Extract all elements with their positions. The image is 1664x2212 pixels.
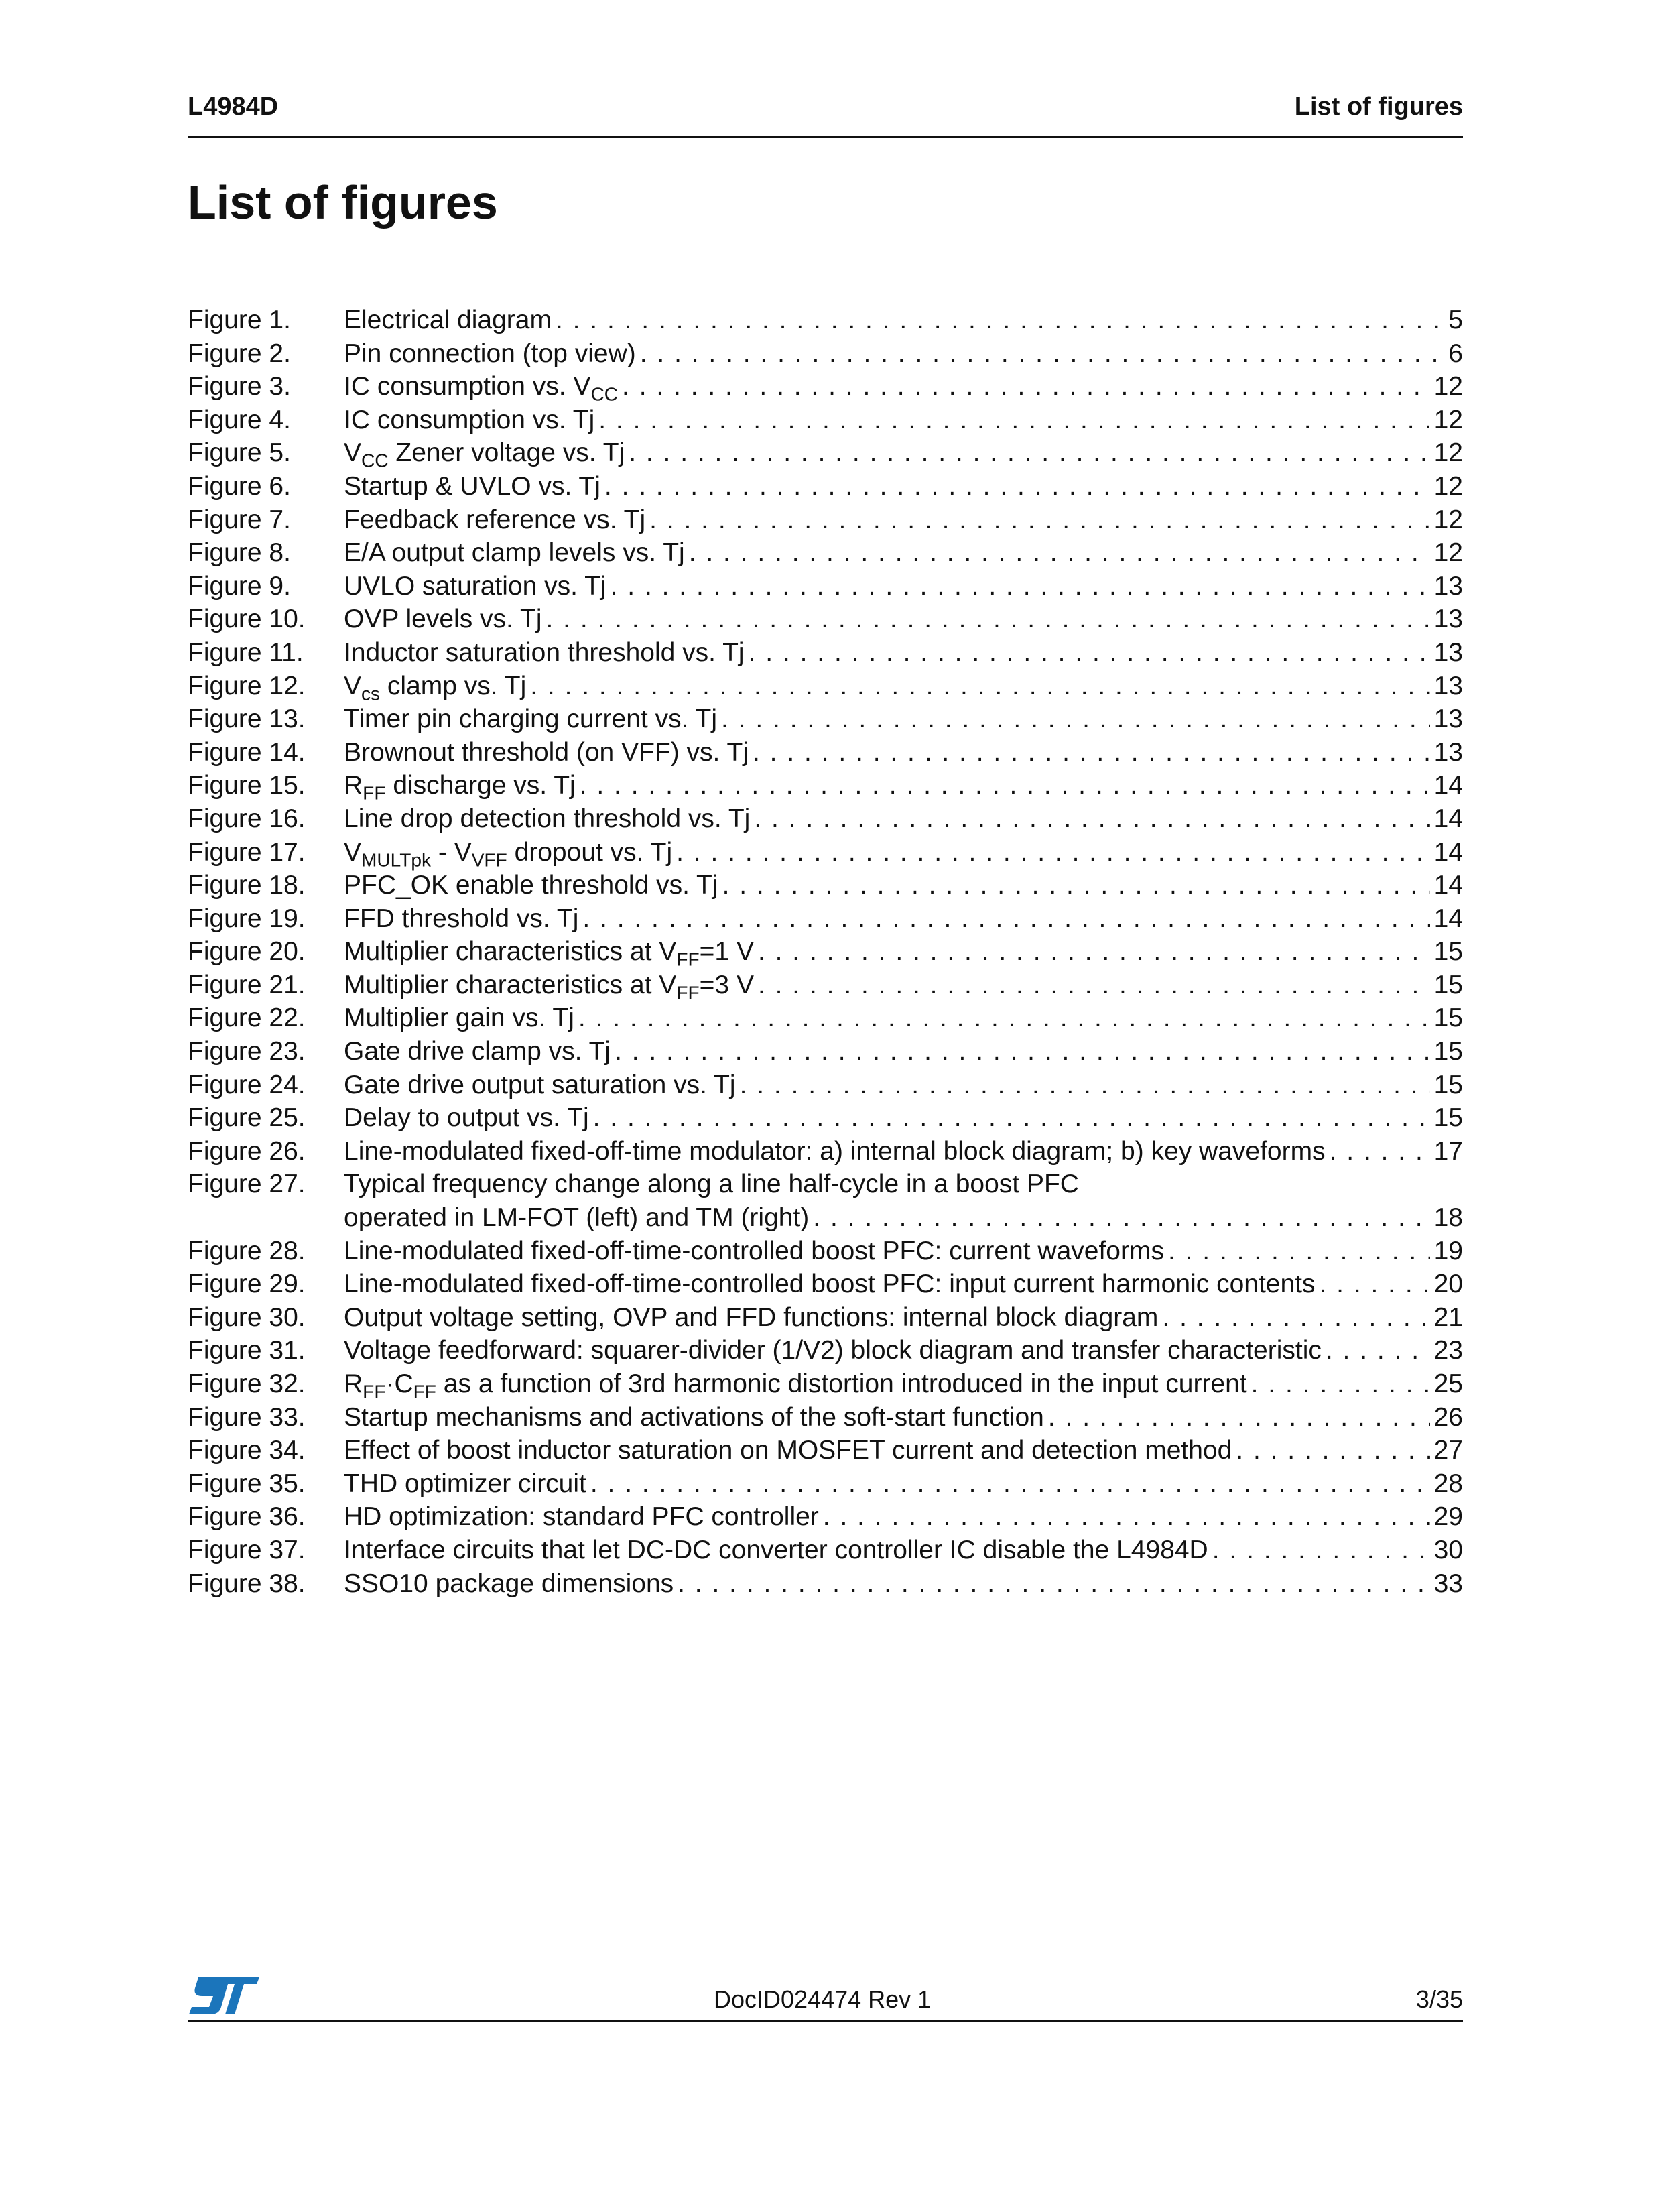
list-item[interactable] [188,1235,1463,1268]
list-item[interactable] [188,337,1463,371]
dot-leader [530,670,1429,703]
dot-leader [556,304,1444,337]
figure-number: Figure 6. [188,471,291,501]
dot-leader [1326,1334,1430,1367]
title-text: IC consumption vs. Tj [344,405,595,434]
figure-title [344,670,526,703]
figure-number: Figure 27. [188,1170,306,1199]
title-text: Multiplier gain vs. Tj [344,1003,574,1033]
list-item[interactable] [188,1534,1463,1567]
list-item[interactable] [188,902,1463,936]
footer-rule [188,2020,1463,2022]
figure-number: Figure 32. [188,1369,306,1398]
title-text: Brownout threshold (on VFF) vs. Tj [344,737,749,767]
dot-leader [546,603,1430,636]
page-number[interactable]: 18 [1433,1203,1463,1233]
subscript: cs [361,682,381,704]
list-item[interactable] [188,1467,1463,1501]
page-number[interactable]: 21 [1433,1302,1463,1332]
title-text: Voltage feedforward: squarer-divider (1/V2) block diagram and transfer characteristic [344,1336,1322,1365]
header-section: List of figures [1294,93,1463,121]
title-text: ·C [385,1369,413,1398]
figure-title [344,370,618,404]
dot-leader [640,337,1445,371]
list-item[interactable] [188,1101,1463,1135]
dot-leader [1212,1534,1430,1567]
title-text: Gate drive output saturation vs. Tj [344,1070,736,1099]
dot-leader [676,836,1429,869]
list-item[interactable] [188,836,1463,869]
list-item[interactable] [188,1301,1463,1335]
title-text: FFD threshold vs. Tj [344,904,579,933]
title-text: Effect of boost inductor saturation on MOSFET current and detection method [344,1436,1232,1465]
subscript: FF [363,782,386,804]
title-text: Zener voltage vs. Tj [388,438,625,468]
dot-leader [649,503,1429,537]
dot-leader [678,1567,1429,1601]
page-number[interactable]: 27 [1433,1436,1463,1465]
page-number[interactable]: 13 [1433,571,1463,601]
title-text: Inductor saturation threshold vs. Tj [344,637,745,667]
figure-title [344,1534,1208,1567]
title-text: V [344,438,362,468]
page-number[interactable]: 13 [1433,671,1463,700]
figure-number: Figure 12. [188,671,306,700]
title-text: Line-modulated fixed-off-time-controlled boost PFC: input current harmonic contents [344,1270,1316,1299]
title-text: Output voltage setting, OVP and FFD functions: internal block diagram [344,1302,1159,1332]
page-number[interactable]: 15 [1433,1037,1463,1066]
page-number[interactable]: 29 [1433,1502,1463,1532]
title-text: =1 V [699,937,754,967]
figure-number: Figure 26. [188,1136,306,1166]
figure-number: Figure 38. [188,1569,306,1598]
title-text: Timer pin charging current vs. Tj [344,704,718,734]
figure-title: Typical frequency change along a line half-cycle in a boost PFC [344,1170,1079,1199]
page-number[interactable]: 26 [1433,1402,1463,1432]
page-number[interactable]: 20 [1433,1270,1463,1299]
figure-title [344,935,754,969]
figure-title [344,1567,674,1601]
figure-number: Figure 13. [188,704,306,734]
dot-leader [622,370,1430,404]
figure-title [344,1001,574,1035]
title-text: Multiplier characteristics at V [344,970,677,999]
header-rule [188,136,1463,138]
page-number[interactable]: 12 [1433,405,1463,434]
figure-title [344,902,578,936]
figure-title [344,536,685,570]
list-item[interactable] [188,1401,1463,1434]
title-text: Interface circuits that let DC-DC converter controller IC disable the L4984D [344,1535,1208,1564]
figure-number: Figure 10. [188,605,306,634]
figure-title [344,1301,1158,1335]
list-item[interactable] [188,1001,1463,1035]
title-text: =3 V [699,970,754,999]
list-item[interactable] [188,436,1463,470]
subscript: VFF [471,849,507,870]
dot-leader [753,736,1430,770]
subscript: CC [361,450,389,471]
figure-title [344,304,552,337]
dot-leader [1168,1235,1430,1268]
title-text: - V [431,837,472,867]
figure-number: Figure 34. [188,1436,306,1465]
dot-leader [823,1500,1430,1534]
figure-number: Figure 9. [188,571,291,601]
title-text: V [344,671,362,700]
figure-number: Figure 33. [188,1402,306,1432]
page-number[interactable]: 15 [1433,1003,1463,1033]
footer-page-number: 3/35 [1415,1985,1463,2013]
title-text: E/A output clamp levels vs. Tj [344,538,685,568]
list-item[interactable] [188,1135,1463,1168]
list-item[interactable] [188,1367,1463,1401]
figure-title [344,503,645,537]
figure-title [344,869,718,902]
st-logo [189,1977,259,2014]
figure-number: Figure 30. [188,1302,306,1332]
dot-leader [754,802,1429,836]
dot-leader [1162,1301,1429,1335]
title-text: OVP levels vs. Tj [344,605,542,634]
figure-title [344,404,594,437]
dot-leader [629,436,1429,470]
dot-leader [611,570,1430,603]
title-text: HD optimization: standard PFC controller [344,1502,819,1532]
list-item[interactable] [188,570,1463,603]
dot-leader [582,902,1429,936]
title-text: IC consumption vs. V [344,372,591,402]
figure-number: Figure 28. [188,1236,306,1266]
title-text: Multiplier characteristics at V [344,937,677,967]
page-number[interactable]: 14 [1433,771,1463,800]
page-number[interactable]: 15 [1433,1070,1463,1099]
page-number[interactable]: 13 [1433,737,1463,767]
title-text: Line-modulated fixed-off-time-controlled boost PFC: current waveforms [344,1236,1164,1266]
list-item[interactable] [188,869,1463,902]
dot-leader [593,1101,1430,1135]
page-number[interactable]: 14 [1433,871,1463,900]
figure-number: Figure 20. [188,937,306,967]
figure-number: Figure 29. [188,1270,306,1299]
title-text: Electrical diagram [344,306,552,334]
dot-leader [598,404,1429,437]
dot-leader [580,769,1430,802]
figure-number: Figure 2. [188,339,291,368]
figure-number: Figure 18. [188,871,306,900]
figure-title [344,836,672,869]
figure-number: Figure 37. [188,1535,306,1564]
dot-leader [1330,1135,1430,1168]
dot-leader [1236,1434,1429,1467]
dot-leader [1320,1268,1430,1301]
list-item[interactable] [188,802,1463,836]
figure-number: Figure 23. [188,1037,306,1066]
figure-number: Figure 25. [188,1103,306,1133]
list-item[interactable] [188,969,1463,1002]
page-title: List of figures [188,176,498,229]
page-number[interactable]: 19 [1433,1236,1463,1266]
figure-title [344,702,717,736]
title-text: Pin connection (top view) [344,339,636,368]
dot-leader [604,470,1430,503]
page-number[interactable]: 17 [1433,1136,1463,1166]
title-text: Startup mechanisms and activations of the soft-start function [344,1402,1044,1432]
page-number[interactable]: 15 [1433,937,1463,967]
page-number[interactable]: 12 [1433,538,1463,568]
figure-title [344,969,754,1002]
subscript: MULTpk [361,849,432,870]
figure-title [344,570,606,603]
dot-leader [758,935,1430,969]
dot-leader [740,1068,1430,1102]
page-number[interactable]: 6 [1448,339,1463,368]
figure-title [344,1401,1044,1434]
title-text: V [344,837,362,867]
figure-number: Figure 31. [188,1336,306,1365]
list-item[interactable] [188,304,1463,337]
figure-number: Figure 35. [188,1469,306,1498]
subscript: FF [413,1381,436,1402]
footer-doc-id: DocID024474 Rev 1 [714,1985,932,2013]
dot-leader [721,702,1430,736]
list-item[interactable] [188,603,1463,636]
figure-number: Figure 3. [188,372,291,402]
subscript: FF [676,948,700,970]
title-text: clamp vs. Tj [380,671,527,700]
figure-title [344,769,576,802]
page-number[interactable]: 25 [1433,1369,1463,1398]
page-number[interactable]: 30 [1433,1535,1463,1564]
subscript: FF [363,1381,386,1402]
figure-number: Figure 17. [188,837,306,867]
dot-leader [758,969,1430,1002]
list-item[interactable] [188,1500,1463,1534]
figure-title [344,1201,809,1235]
header-doc-name: L4984D [188,93,279,121]
title-text: discharge vs. Tj [385,771,576,800]
figure-title [344,1268,1316,1301]
title-text: R [344,771,363,800]
list-item[interactable] [188,536,1463,570]
title-text: operated in LM-FOT (left) and TM (right) [344,1203,810,1233]
list-item[interactable] [188,769,1463,802]
list-item[interactable] [188,503,1463,537]
title-text: PFC_OK enable threshold vs. Tj [344,871,718,900]
figure-title [344,1035,611,1068]
title-text: Delay to output vs. Tj [344,1103,589,1133]
page-number[interactable]: 14 [1433,904,1463,933]
page-number[interactable]: 28 [1433,1469,1463,1498]
list-item[interactable] [188,370,1463,404]
figure-title [344,470,600,503]
list-item[interactable] [188,404,1463,437]
page-number[interactable]: 14 [1433,804,1463,833]
figure-number: Figure 5. [188,438,291,468]
figure-number: Figure 15. [188,771,306,800]
figure-title [344,436,625,470]
page-number[interactable]: 33 [1433,1569,1463,1598]
list-item[interactable] [188,1567,1463,1601]
page-number[interactable]: 13 [1433,637,1463,667]
figure-title [344,1500,819,1534]
list-item[interactable] [188,1334,1463,1367]
list-item[interactable] [188,470,1463,503]
title-text: Startup & UVLO vs. Tj [344,471,600,501]
list-item[interactable] [188,1201,1463,1235]
title-text: R [344,1369,363,1398]
figure-number: Figure 7. [188,505,291,534]
subscript: FF [676,982,700,1003]
page-number[interactable]: 23 [1433,1336,1463,1365]
figure-title [344,603,542,636]
dot-leader [578,1001,1430,1035]
page-number[interactable]: 15 [1433,1103,1463,1133]
figure-number: Figure 19. [188,904,306,933]
title-text: Feedback reference vs. Tj [344,505,646,534]
dot-leader [1048,1401,1430,1434]
list-item-line [188,1168,1463,1201]
dot-leader [1251,1367,1430,1401]
page-number[interactable]: 5 [1448,306,1463,334]
subscript: CC [590,383,619,405]
list-item[interactable] [188,702,1463,736]
figure-number: Figure 16. [188,804,306,833]
list-item[interactable] [188,1434,1463,1467]
figure-number: Figure 11. [188,637,304,667]
title-text: UVLO saturation vs. Tj [344,571,606,601]
page-number[interactable]: 14 [1433,837,1463,867]
figure-title [344,1334,1322,1367]
page-number[interactable]: 13 [1433,605,1463,634]
title-text: SSO10 package dimensions [344,1569,674,1598]
figure-title [344,1467,586,1501]
list-item[interactable] [188,1035,1463,1068]
list-item[interactable] [188,1268,1463,1301]
figure-title [344,1367,1247,1401]
page-number[interactable]: 15 [1433,970,1463,999]
figure-number: Figure 21. [188,970,306,999]
title-text: dropout vs. Tj [507,837,673,867]
page-number[interactable]: 12 [1433,438,1463,468]
figure-title [344,1068,736,1102]
figure-title [344,736,749,770]
title-text: Line drop detection threshold vs. Tj [344,804,751,833]
figure-title [344,1235,1164,1268]
figure-number: Figure 36. [188,1502,306,1532]
figure-title [344,1434,1232,1467]
figure-number: Figure 24. [188,1070,306,1099]
figure-number: Figure 4. [188,405,291,434]
figure-title [344,1135,1326,1168]
title-text: Gate drive clamp vs. Tj [344,1037,611,1066]
list-item[interactable] [188,636,1463,670]
list-item[interactable] [188,935,1463,969]
dot-leader [590,1467,1430,1501]
dot-leader [749,636,1430,670]
page-number[interactable]: 12 [1433,505,1463,534]
list-item[interactable] [188,670,1463,703]
figure-list [188,304,1463,1600]
figure-number: Figure 14. [188,737,306,767]
figure-title [344,1101,589,1135]
title-text: Line-modulated fixed-off-time modulator: a) internal block diagram; b) key waveforms [344,1136,1326,1166]
page-number[interactable]: 12 [1433,471,1463,501]
figure-title [344,337,636,371]
figure-number: Figure 22. [188,1003,306,1033]
figure-number: Figure 8. [188,538,291,568]
figure-title [344,636,745,670]
dot-leader [813,1201,1429,1235]
list-item[interactable] [188,1068,1463,1102]
page-number[interactable]: 12 [1433,372,1463,402]
title-text: THD optimizer circuit [344,1469,586,1498]
figure-title [344,802,750,836]
title-text: as a function of 3rd harmonic distortion introduced in the input current [436,1369,1247,1398]
dot-leader [615,1035,1430,1068]
dot-leader [722,869,1430,902]
page-number[interactable]: 13 [1433,704,1463,734]
figure-number: Figure 1. [188,306,291,334]
dot-leader [689,536,1430,570]
list-item[interactable] [188,736,1463,770]
